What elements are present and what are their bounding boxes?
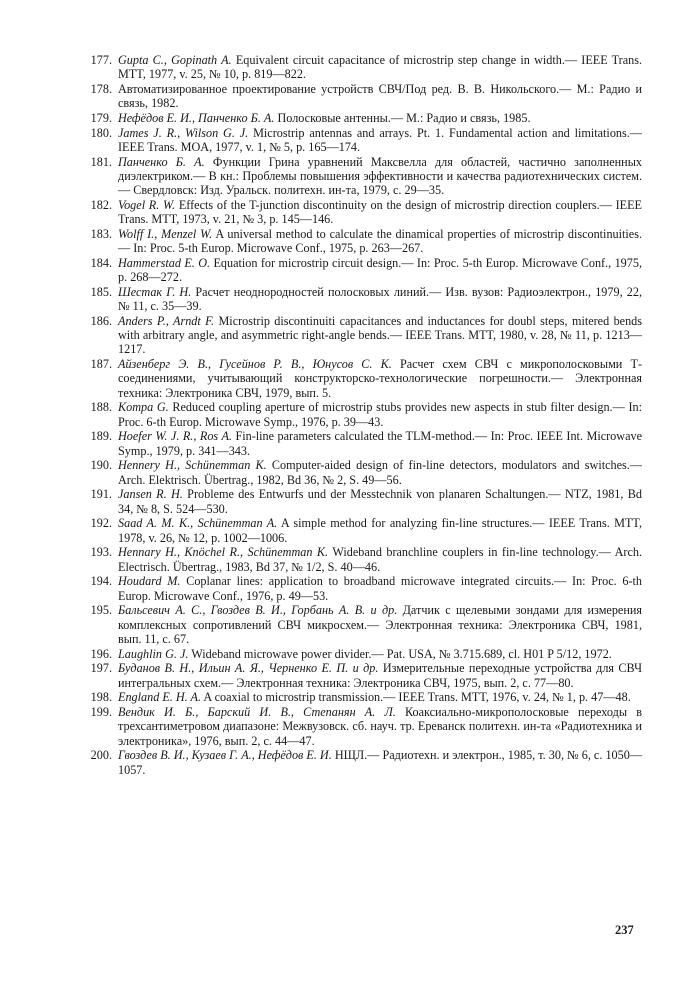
reference-number: 197. bbox=[90, 661, 112, 676]
reference-authors: Hoefer W. J. R., Ros A. bbox=[118, 429, 232, 444]
reference-text: Fin-line parameters calculated the TLM-method.— In: Proc. IEEE Int. Microwave Symp., 1979, p. 341—343. bbox=[118, 429, 642, 458]
reference-text: Coplanar lines: application to broadband microwave integrated circuits.— In: Proc. 6-th Europ. Microwave Conf., 1976, p. 49—53. bbox=[118, 574, 642, 603]
reference-text: Wideband microwave power divider.— Pat. USA, № 3.715.689, cl. H01 P 5/12, 1972. bbox=[188, 646, 612, 661]
reference-item bbox=[80, 516, 642, 544]
reference-item bbox=[80, 574, 642, 602]
reference-item bbox=[80, 705, 642, 748]
reference-number: 191. bbox=[90, 487, 112, 502]
page-number: 237 bbox=[615, 923, 634, 937]
reference-item bbox=[80, 357, 642, 400]
reference-number: 196. bbox=[90, 646, 112, 661]
reference-text: Effects of the T-junction discontinuity on the design of microstrip direction couplers.— IEEE Trans. MTT, 1973, v. 21, № 3, p. 145—146. bbox=[118, 198, 642, 227]
reference-text: НЩЛ.— Радиотехн. и электрон., 1985, т. 30, № 6, с. 1050—1057. bbox=[118, 748, 643, 777]
reference-item bbox=[80, 198, 642, 226]
reference-item bbox=[80, 155, 642, 198]
reference-number: 185. bbox=[90, 285, 112, 299]
reference-text: Расчет неоднородностей полосковых линий.— Изв. вузов: Радиоэлектрон., 1979, 22, № 11, с. 35—39. bbox=[118, 285, 642, 314]
reference-text: Измерительные переходные устройства для СВЧ интегральных схем.— Электронная техника: Электроника СВЧ, 1975, вып. 2, с. 77—80. bbox=[118, 661, 643, 690]
reference-authors: Hennary H., Knöchel R., Schünemman K. bbox=[118, 545, 329, 560]
reference-number: 181. bbox=[90, 154, 112, 169]
reference-number: 193. bbox=[90, 545, 112, 560]
reference-authors: Бальсевич А. С., Гвоздев В. И., Горбань А. В. и др. bbox=[118, 603, 398, 618]
reference-text: Автоматизированное проектирование устройств СВЧ/Под ред. В. В. Никольского.— М.: Радио и связь, 1982. bbox=[118, 82, 642, 111]
reference-number: 200. bbox=[90, 748, 112, 763]
reference-item bbox=[80, 227, 642, 255]
reference-text: Microstrip antennas and arrays. Pt. 1. Fundamental action and limitations.— IEEE Trans. MOA, 1977, v. 1, № 5, p. 165—174. bbox=[118, 125, 642, 154]
reference-item bbox=[80, 647, 642, 661]
reference-number: 178. bbox=[90, 82, 112, 96]
reference-number: 180. bbox=[90, 125, 112, 140]
reference-authors: England E. H. A. bbox=[118, 690, 202, 705]
reference-text: Расчет схем СВЧ с микрополосковыми Т-соединениями, учитывающий конструкторско-технологические погрешности.— Электронная техника: Электроника СВЧ, 1979, вып. 5. bbox=[118, 357, 642, 400]
reference-text: Probleme des Entwurfs und der Messtechnik von planaren Schaltungen.— NTZ, 1981, Bd 34, № 8, S. 524—530. bbox=[118, 487, 642, 516]
reference-authors: Шестак Г. Н. bbox=[118, 285, 192, 299]
reference-authors: Hammerstad E. O. bbox=[118, 256, 211, 270]
reference-text: Wideband branchline couplers in fin-line technology.— Arch. Electrisch. Übertrag., 1983, Bd 37, № 1/2, S. 40—46. bbox=[118, 545, 642, 574]
reference-authors: Панченко Б. А. bbox=[118, 154, 205, 169]
reference-number: 199. bbox=[90, 705, 112, 720]
reference-text: Полосковые антенны.— М.: Радио и связь, 1985. bbox=[274, 111, 531, 125]
reference-text: Equation for microstrip circuit design.— In: Proc. 5-th Europ. Microwave Conf., 1975, p. 268—272. bbox=[118, 256, 642, 285]
reference-text: A simple method for analyzing fin-line structures.— IEEE Trans. MTT, 1978, v. 26, № 12, p. 1002—1006. bbox=[118, 516, 642, 545]
reference-number: 183. bbox=[90, 227, 112, 241]
reference-number: 182. bbox=[90, 198, 112, 212]
reference-number: 189. bbox=[90, 429, 112, 444]
reference-item bbox=[80, 256, 642, 284]
reference-text: Функции Грина уравнений Максвелла для областей, частично заполненных диэлектриком.— В кн.: Проблемы повышения эффективности и качества радиотехнических систем.— Свердловск: Изд. Уральск. политехн. ин-та, 1979, с. 29—35. bbox=[118, 154, 642, 198]
reference-text: Equivalent circuit capacitance of microstrip step change in width.— IEEE Trans. MTT, 1977, v. 25, № 10, p. 819—822. bbox=[118, 53, 643, 82]
reference-item bbox=[80, 487, 642, 515]
reference-item bbox=[80, 400, 642, 428]
reference-number: 188. bbox=[90, 400, 112, 415]
reference-text: A universal method to calculate the dinamical properties of microstrip discontinuities.— In: Proc. 5-th Europ. Microwave Conf., 1975, p. 263—267. bbox=[118, 227, 642, 256]
reference-item bbox=[80, 111, 642, 125]
reference-item bbox=[80, 285, 642, 313]
reference-item bbox=[80, 661, 642, 689]
reference-item bbox=[80, 314, 642, 357]
reference-item bbox=[80, 748, 642, 776]
reference-authors: Anders P., Arndt F. bbox=[118, 314, 215, 328]
reference-number: 194. bbox=[90, 574, 112, 589]
reference-item bbox=[80, 126, 642, 154]
reference-item bbox=[80, 429, 642, 457]
reference-authors: Houdard M. bbox=[118, 574, 181, 589]
reference-text: Reduced coupling aperture of microstrip stubs provides new aspects in stub filter design.— In: Proc. 6-th Europ. Microwave Symp., 1976, p. 39—43. bbox=[118, 400, 642, 429]
reference-number: 198. bbox=[90, 690, 112, 705]
reference-text: Microstrip discontinuiti capacitances and inductances for doubl steps, mitered bends with arbitrary angle, and asymmetric right-angle bends.— IEEE Trans. MTT, 1980, v. 28, № 11, p. 1213—1217. bbox=[118, 314, 643, 357]
reference-authors: Vogel R. W. bbox=[118, 198, 176, 212]
reference-authors: Нефёдов Е. И., Панченко Б. А. bbox=[118, 111, 275, 125]
reference-authors: James J. R., Wilson G. J. bbox=[118, 125, 249, 140]
reference-text: Датчик с щелевыми зондами для измерения комплексных сопротивлений СВЧ микросхем.— Электронная техника: Электроника СВЧ, 1981, вып. 11, с. 67. bbox=[118, 603, 642, 646]
reference-authors: Laughlin G. J. bbox=[118, 646, 189, 661]
reference-number: 179. bbox=[90, 111, 112, 125]
reference-authors: Буданов В. Н., Ильин А. Я., Черненко Е. П. и др. bbox=[118, 661, 379, 676]
reference-authors: Saad A. M. K., Schünemman A. bbox=[118, 516, 278, 531]
reference-item bbox=[80, 458, 642, 486]
reference-number: 177. bbox=[90, 53, 112, 67]
reference-item bbox=[80, 690, 642, 704]
reference-number: 184. bbox=[90, 256, 112, 270]
reference-number: 195. bbox=[90, 603, 112, 618]
reference-authors: Gupta C., Gopinath A. bbox=[118, 53, 232, 67]
reference-authors: Hennery H., Schünemman K. bbox=[118, 458, 267, 473]
reference-number: 186. bbox=[90, 314, 112, 328]
reference-text: Коаксиально-микрополосковые переходы в трехсантиметровом диапазоне: Межвузовск. сб. науч. тр. Ереванск политехн. ин-та «Радиотехника и электроника», 1976, вып. 2, с. 44—47. bbox=[118, 705, 642, 748]
reference-authors: Вендик И. Б., Барский И. В., Степанян А. Л. bbox=[118, 705, 396, 720]
reference-number: 187. bbox=[90, 357, 112, 372]
reference-number: 190. bbox=[90, 458, 112, 473]
reference-text: Computer-aided design of fin-line detectors, modulators and switches.— Arch. Elektrisch. Übertrag., 1982, Bd 36, № 2, S. 49—56. bbox=[118, 458, 642, 487]
reference-item bbox=[80, 53, 642, 81]
reference-authors: Айзенберг Э. В., Гусейнов Р. В., Юнусов С. К. bbox=[118, 357, 392, 372]
reference-authors: Kompa G. bbox=[118, 400, 169, 415]
reference-item bbox=[80, 545, 642, 573]
reference-authors: Wolff I., Menzel W. bbox=[118, 227, 213, 241]
reference-number: 192. bbox=[90, 516, 112, 531]
reference-item bbox=[80, 82, 642, 110]
reference-authors: Jansen R. H. bbox=[118, 487, 183, 502]
reference-list bbox=[80, 53, 642, 777]
reference-text: A coaxial to microstrip transmission.— IEEE Trans. MTT, 1976, v. 24, № 1, p. 47—48. bbox=[201, 690, 631, 705]
reference-authors: Гвоздев В. И., Кузаев Г. А., Нефёдов Е. И. bbox=[118, 748, 332, 763]
reference-item bbox=[80, 603, 642, 646]
